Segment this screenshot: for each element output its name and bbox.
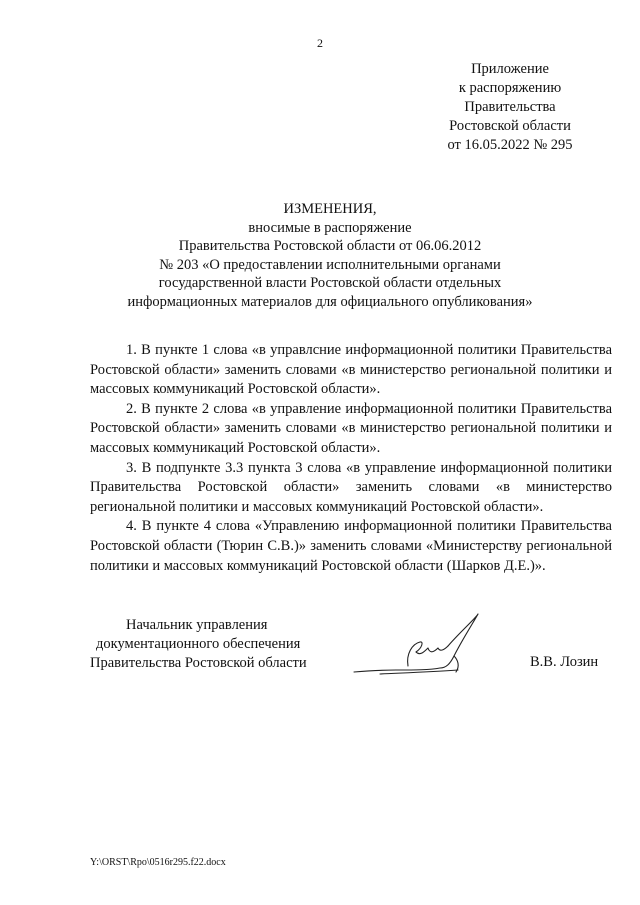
- signatory-title-line: Правительства Ростовской области: [90, 655, 307, 671]
- appendix-line: Ростовской области: [449, 118, 571, 134]
- changes-subtitle-line: № 203 «О предоставлении исполнительными органами: [159, 256, 501, 273]
- change-item-4: 4. В пункте 4 слова «Управлению информационной политики Правительства Ростовской области (Тюрин С.В.)» заменить словами «Министерству региональной политики и массовых коммуникаций Ростовской области (Шарков Д.Е.)».: [90, 518, 612, 574]
- file-path: Y:\ORST\Rpo\0516r295.f22.docx: [90, 857, 226, 868]
- change-item-1: 1. В пункте 1 слова «в управлсние информационной политики Правительства Ростовской области» заменить словами «в министерство региональной политики и массовых коммуникаций Ростовской области».: [90, 342, 612, 398]
- signatory-title-line: Начальник управления: [126, 617, 268, 633]
- signatory-title: [90, 616, 330, 673]
- changes-subtitle-line: Правительства Ростовской области от 06.06.2012: [178, 238, 482, 254]
- signatory-title-line: документационного обеспечения: [96, 636, 301, 652]
- page-number: 2: [317, 36, 323, 50]
- changes-subtitle-line: информационных материалов для официального опубликования»: [127, 293, 533, 310]
- appendix-line: Приложение: [471, 61, 549, 77]
- changes-subtitle-line: вносимые в распоряжение: [248, 219, 412, 236]
- appendix-header: [430, 60, 590, 155]
- appendix-line: Правительства: [464, 99, 556, 115]
- changes-heading: [60, 200, 600, 311]
- change-item-2: 2. В пункте 2 слова «в управление информационной политики Правительства Ростовской области» заменить словами «в министерство региональной политики и массовых коммуникаций Ростовской области».: [90, 400, 612, 456]
- changes-subtitle-line: государственной власти Ростовской области отдельных: [158, 275, 502, 291]
- changes-title: ИЗМЕНЕНИЯ,: [283, 201, 377, 217]
- handwritten-signature: [350, 610, 480, 690]
- change-item-3: 3. В подпункте 3.3 пункта 3 слова «в управление информационной политики Правительства Ростовской области» заменить словами «в министерство региональной политики и массовых коммуникаций Ростовской области».: [90, 459, 612, 515]
- appendix-date-number: от 16.05.2022 № 295: [447, 137, 573, 153]
- signatory-name: В.В. Лозин: [530, 654, 599, 670]
- appendix-line: к распоряжению: [458, 80, 562, 96]
- document-body: [90, 341, 612, 576]
